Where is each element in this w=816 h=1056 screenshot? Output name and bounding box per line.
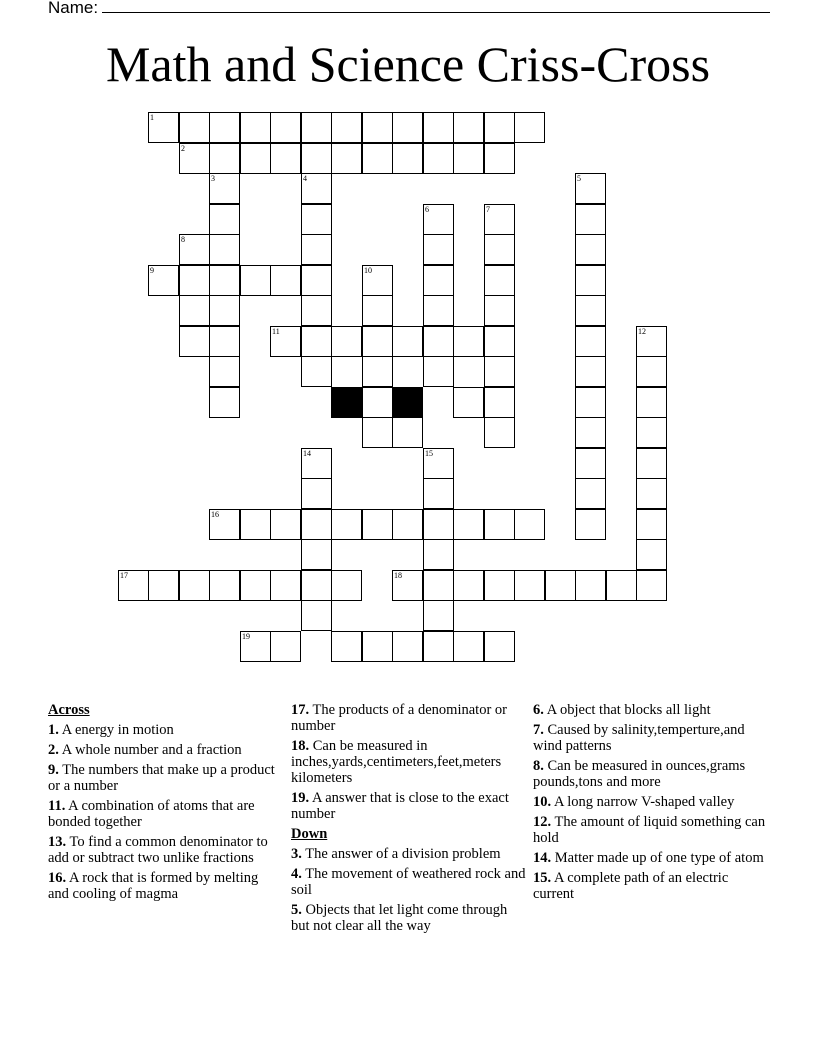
crossword-cell[interactable] (209, 143, 240, 174)
crossword-cell[interactable] (484, 509, 515, 540)
clues-column-3 (533, 702, 768, 906)
crossword-cell[interactable] (362, 265, 393, 296)
crossword-cell[interactable] (301, 265, 332, 296)
crossword-cell[interactable] (270, 570, 301, 601)
clue-text: Objects that let light come through but not clear all the way (291, 902, 508, 934)
clue-item (291, 702, 527, 734)
crossword-cell[interactable] (209, 295, 240, 326)
crossword-cell[interactable] (636, 509, 667, 540)
crossword-cell[interactable] (453, 631, 484, 662)
clue-item (48, 834, 280, 866)
crossword-cell[interactable] (636, 417, 667, 448)
crossword-cell[interactable] (423, 143, 454, 174)
clue-item (291, 846, 527, 862)
clue-number: 4. (291, 866, 302, 882)
crossword-cell[interactable] (331, 509, 362, 540)
clue-number: 1 (150, 113, 154, 122)
crossword-cell[interactable] (209, 204, 240, 235)
crossword-cell[interactable] (575, 387, 606, 418)
crossword-cell[interactable] (575, 356, 606, 387)
clue-number: 19. (291, 790, 310, 806)
crossword-cell[interactable] (362, 326, 393, 357)
crossword-cell[interactable] (575, 570, 606, 601)
crossword-cell[interactable] (484, 570, 515, 601)
crossword-cell[interactable] (362, 631, 393, 662)
crossword-cell[interactable] (179, 234, 210, 265)
clue-text: Matter made up of one type of atom (551, 850, 764, 866)
crossword-cell[interactable] (209, 326, 240, 357)
clue-item (291, 902, 527, 934)
crossword-cell[interactable] (453, 509, 484, 540)
crossword-cell[interactable] (545, 570, 576, 601)
clue-text: A complete path of an electric current (533, 870, 729, 902)
crossword-cell[interactable] (148, 265, 179, 296)
crossword-cell[interactable] (209, 173, 240, 204)
crossword-cell[interactable] (301, 112, 332, 143)
crossword-cell[interactable] (423, 539, 454, 570)
clue-text: The movement of weathered rock and soil (291, 866, 526, 898)
crossword-cell[interactable] (423, 631, 454, 662)
crossword-cell[interactable] (575, 478, 606, 509)
crossword-cell[interactable] (331, 326, 362, 357)
crossword-cell[interactable] (209, 570, 240, 601)
crossword-cell[interactable] (362, 509, 393, 540)
crossword-cell[interactable] (575, 173, 606, 204)
clue-number: 10 (364, 266, 372, 275)
clue-item (533, 850, 768, 866)
clue-number: 17. (291, 702, 310, 718)
crossword-cell[interactable] (240, 631, 271, 662)
crossword-cell[interactable] (270, 143, 301, 174)
clue-text: Can be measured in ounces,grams pounds,tons and more (533, 758, 746, 790)
crossword-cell[interactable] (362, 143, 393, 174)
crossword-cell[interactable] (179, 570, 210, 601)
crossword-cell[interactable] (362, 387, 393, 418)
crossword-cell[interactable] (484, 326, 515, 357)
clue-item (533, 758, 768, 790)
crossword-cell[interactable] (423, 265, 454, 296)
crossword-cell[interactable] (270, 326, 301, 357)
black-square (331, 387, 362, 418)
crossword-cell[interactable] (209, 265, 240, 296)
clue-text: The amount of liquid something can hold (533, 814, 766, 846)
crossword-cell[interactable] (423, 326, 454, 357)
crossword-cell[interactable] (301, 204, 332, 235)
clue-text: A answer that is close to the exact number (291, 790, 509, 822)
crossword-cell[interactable] (301, 295, 332, 326)
crossword-cell[interactable] (301, 539, 332, 570)
crossword-cell[interactable] (270, 265, 301, 296)
clue-number: 16 (211, 510, 219, 519)
crossword-cell[interactable] (514, 112, 545, 143)
name-label: Name: (48, 0, 99, 17)
clue-number: 19 (242, 632, 250, 641)
crossword-cell[interactable] (606, 570, 637, 601)
clue-number: 7 (486, 205, 490, 214)
clue-item (533, 702, 768, 718)
clue-number: 10. (533, 794, 552, 810)
crossword-cell[interactable] (301, 509, 332, 540)
clues-column-2 (291, 702, 527, 938)
crossword-cell[interactable] (240, 509, 271, 540)
crossword-cell[interactable] (301, 326, 332, 357)
crossword-cell[interactable] (575, 234, 606, 265)
across-header: Across (48, 702, 90, 718)
clue-text: A object that blocks all light (543, 702, 711, 718)
crossword-cell[interactable] (575, 448, 606, 479)
clue-number: 16. (48, 870, 67, 886)
clue-number: 6 (425, 205, 429, 214)
crossword-cell[interactable] (301, 356, 332, 387)
crossword-cell[interactable] (392, 417, 423, 448)
crossword-cell[interactable] (209, 112, 240, 143)
crossword-cell[interactable] (392, 326, 423, 357)
down-header: Down (291, 826, 328, 842)
crossword-cell[interactable] (423, 509, 454, 540)
clue-text: A long narrow V-shaped valley (551, 794, 735, 810)
crossword-cell[interactable] (209, 509, 240, 540)
crossword-cell[interactable] (575, 509, 606, 540)
crossword-cell[interactable] (392, 143, 423, 174)
clue-item (48, 762, 280, 794)
crossword-cell[interactable] (240, 143, 271, 174)
crossword-cell[interactable] (209, 356, 240, 387)
clue-number: 18 (394, 571, 402, 580)
crossword-cell[interactable] (484, 265, 515, 296)
clue-text: A energy in motion (58, 722, 174, 738)
crossword-cell[interactable] (392, 509, 423, 540)
crossword-cell[interactable] (179, 143, 210, 174)
clue-item (48, 722, 280, 738)
clue-number: 11. (48, 798, 66, 814)
crossword-cell[interactable] (179, 112, 210, 143)
crossword-cell[interactable] (179, 295, 210, 326)
crossword-cell[interactable] (179, 265, 210, 296)
clue-number: 11 (272, 327, 280, 336)
crossword-cell[interactable] (301, 448, 332, 479)
crossword-cell[interactable] (423, 295, 454, 326)
clue-number: 8 (181, 235, 185, 244)
clue-item (291, 866, 527, 898)
crossword-cell[interactable] (484, 204, 515, 235)
crossword-cell[interactable] (362, 112, 393, 143)
clue-number: 5 (577, 174, 581, 183)
crossword-cell[interactable] (453, 112, 484, 143)
crossword-cell[interactable] (240, 112, 271, 143)
crossword-cell[interactable] (423, 448, 454, 479)
crossword-cell[interactable] (423, 478, 454, 509)
crossword-cell[interactable] (484, 417, 515, 448)
clue-text: Can be measured in inches,yards,centimeters,feet,meters kilometers (291, 738, 502, 786)
page-title: Math and Science Criss-Cross (105, 36, 711, 92)
clue-number: 13. (48, 834, 67, 850)
crossword-cell[interactable] (301, 173, 332, 204)
crossword-cell[interactable] (240, 265, 271, 296)
clue-number: 7. (533, 722, 544, 738)
clue-item (533, 870, 768, 902)
clue-text: A rock that is formed by melting and cooling of magma (48, 870, 259, 902)
clue-number: 6. (533, 702, 544, 718)
clue-item (291, 790, 527, 822)
clue-number: 8. (533, 758, 544, 774)
crossword-cell[interactable] (636, 539, 667, 570)
crossword-cell[interactable] (453, 326, 484, 357)
crossword-cell[interactable] (392, 631, 423, 662)
clue-number: 9. (48, 762, 59, 778)
clues-column-1 (48, 702, 280, 906)
down-clue-list-continued (533, 702, 768, 902)
crossword-cell[interactable] (331, 631, 362, 662)
clue-text: The answer of a division problem (301, 846, 501, 862)
crossword-cell[interactable] (636, 356, 667, 387)
clue-number: 13 (333, 388, 341, 397)
crossword-cell[interactable] (179, 326, 210, 357)
black-square (392, 387, 423, 418)
clue-item (291, 738, 527, 786)
clue-number: 2 (181, 144, 185, 153)
crossword-cell[interactable] (301, 143, 332, 174)
crossword-cell[interactable] (423, 234, 454, 265)
clue-text: The products of a denominator or number (291, 702, 507, 734)
clue-number: 3. (291, 846, 302, 862)
crossword-cell[interactable] (301, 570, 332, 601)
crossword-cell[interactable] (484, 143, 515, 174)
crossword-cell[interactable] (331, 112, 362, 143)
crossword-cell[interactable] (636, 570, 667, 601)
crossword-cell[interactable] (484, 387, 515, 418)
clue-number: 14. (533, 850, 552, 866)
crossword-cell[interactable] (209, 234, 240, 265)
clue-text: The numbers that make up a product or a number (48, 762, 275, 794)
clue-item (533, 722, 768, 754)
crossword-cell[interactable] (331, 570, 362, 601)
clue-number: 12. (533, 814, 552, 830)
down-clue-list (291, 846, 527, 934)
crossword-cell[interactable] (575, 326, 606, 357)
crossword-cell[interactable] (423, 204, 454, 235)
crossword-cell[interactable] (575, 295, 606, 326)
crossword-cell[interactable] (514, 570, 545, 601)
clue-number: 9 (150, 266, 154, 275)
clue-number: 3 (211, 174, 215, 183)
clue-number: 4 (303, 174, 307, 183)
clue-number: 17 (120, 571, 128, 580)
across-clue-list-continued (291, 702, 527, 822)
clue-number: 14 (303, 449, 311, 458)
crossword-cell[interactable] (575, 417, 606, 448)
clue-number: 15. (533, 870, 552, 886)
crossword-cell[interactable] (392, 112, 423, 143)
crossword-cell[interactable] (575, 265, 606, 296)
crossword-cell[interactable] (301, 478, 332, 509)
clue-number: 15 (425, 449, 433, 458)
crossword-cell[interactable] (484, 631, 515, 662)
crossword-cell[interactable] (362, 417, 393, 448)
crossword-cell[interactable] (240, 570, 271, 601)
clue-number: 2. (48, 742, 59, 758)
crossword-cell[interactable] (301, 234, 332, 265)
crossword-cell[interactable] (484, 356, 515, 387)
crossword-cell[interactable] (270, 112, 301, 143)
clue-number: 5. (291, 902, 302, 918)
clue-number: 18. (291, 738, 310, 754)
crossword-cell[interactable] (484, 234, 515, 265)
crossword-cell[interactable] (301, 600, 332, 631)
crossword-cell[interactable] (392, 570, 423, 601)
clue-item (533, 814, 768, 846)
crossword-cell[interactable] (453, 387, 484, 418)
clue-text: Caused by salinity,temperture,and wind patterns (533, 722, 745, 754)
crossword-cell[interactable] (362, 295, 393, 326)
crossword-cell[interactable] (636, 387, 667, 418)
clue-item (48, 798, 280, 830)
crossword-cell[interactable] (484, 295, 515, 326)
clue-item (48, 742, 280, 758)
clue-number: 12 (638, 327, 646, 336)
crossword-cell[interactable] (148, 570, 179, 601)
crossword-cell[interactable] (514, 509, 545, 540)
clue-number: 1. (48, 722, 59, 738)
crossword-cell[interactable] (636, 478, 667, 509)
crossword-cell[interactable] (423, 570, 454, 601)
crossword-cell[interactable] (423, 600, 454, 631)
clue-text: A whole number and a fraction (58, 742, 242, 758)
crossword-cell[interactable] (209, 387, 240, 418)
crossword-cell[interactable] (270, 631, 301, 662)
across-clue-list (48, 722, 280, 902)
crossword-cell[interactable] (331, 143, 362, 174)
crossword-cell[interactable] (453, 143, 484, 174)
crossword-cell[interactable] (636, 448, 667, 479)
clue-text: A combination of atoms that are bonded together (48, 798, 255, 830)
clue-item (533, 794, 768, 810)
crossword-cell[interactable] (484, 112, 515, 143)
crossword-cell[interactable] (575, 204, 606, 235)
clue-text: To find a common denominator to add or subtract two unlike fractions (48, 834, 268, 866)
crossword-cell[interactable] (270, 509, 301, 540)
crossword-cell[interactable] (423, 356, 454, 387)
crossword-cell[interactable] (453, 570, 484, 601)
crossword-cell[interactable] (362, 356, 393, 387)
clue-item (48, 870, 280, 902)
crossword-cell[interactable] (148, 112, 179, 143)
crossword-cell[interactable] (423, 112, 454, 143)
crossword-cell[interactable] (636, 326, 667, 357)
crossword-cell[interactable] (118, 570, 149, 601)
